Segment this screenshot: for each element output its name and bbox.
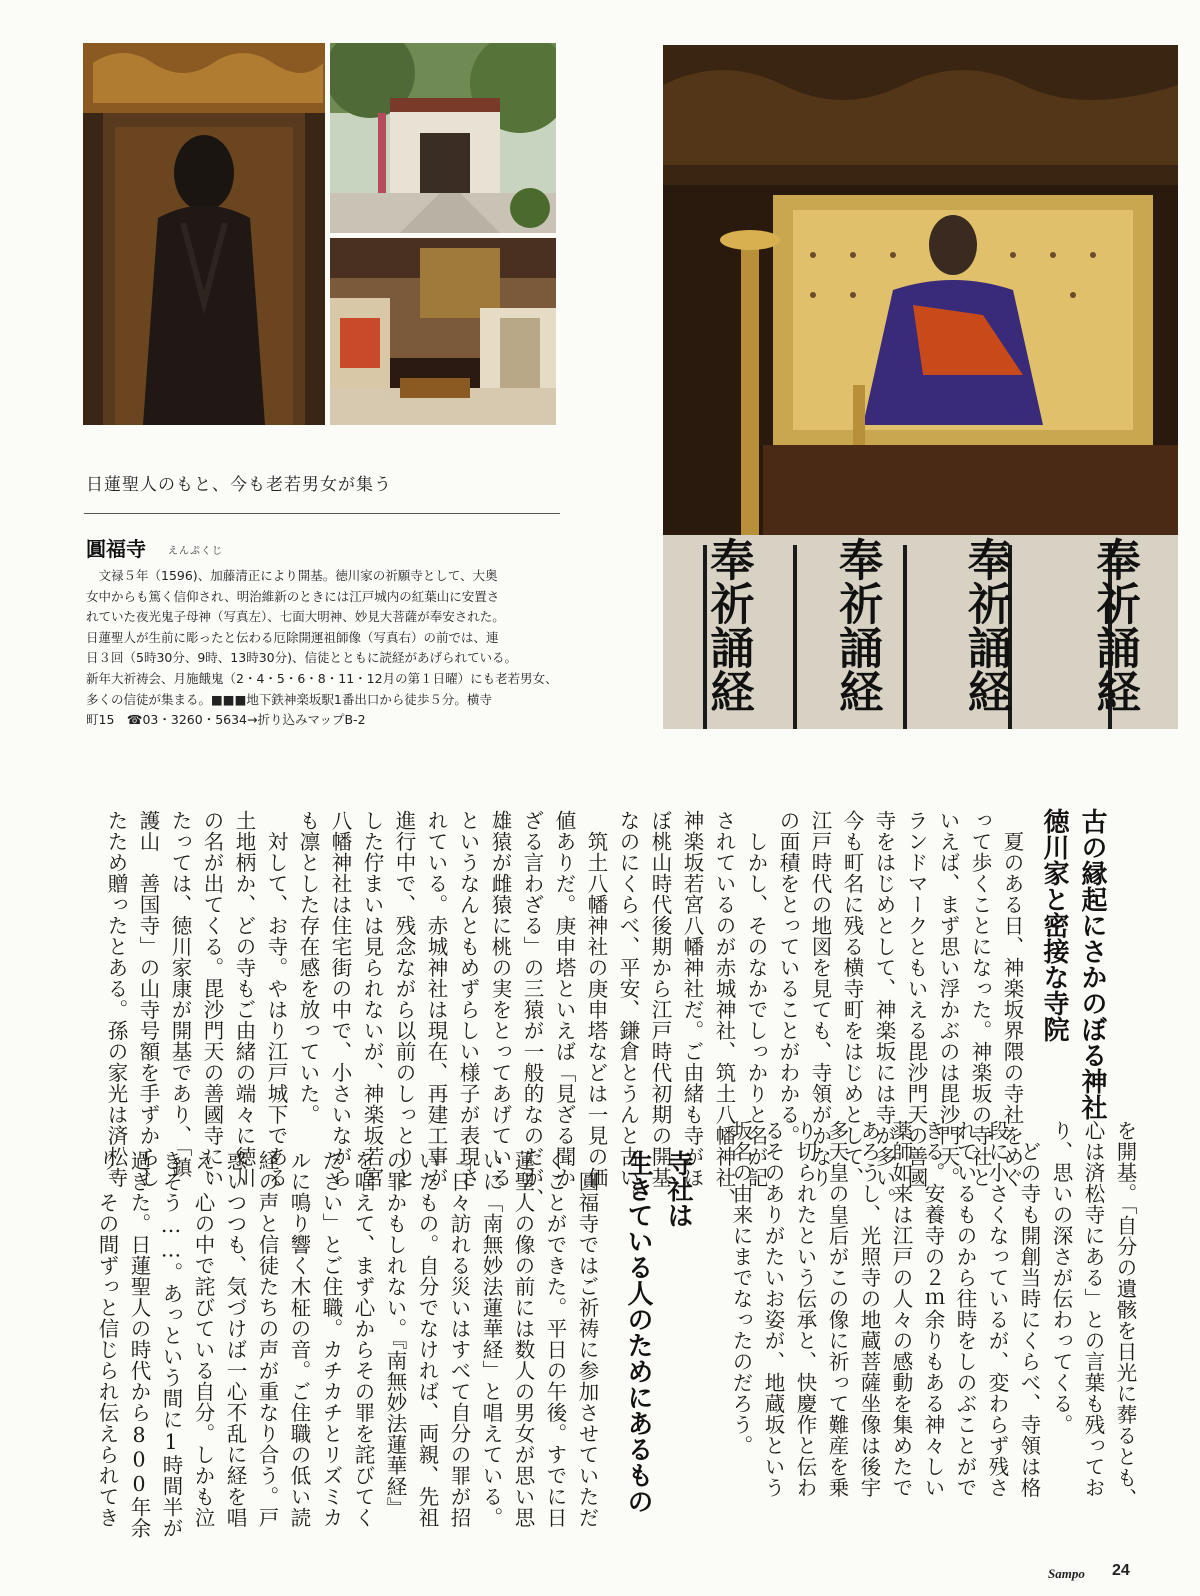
body-column: 雄猿が雌猿に桃の実をとってあげている: [488, 810, 512, 1188]
body-column: 圓福寺ではご祈祷に参加させていただ: [575, 1150, 599, 1528]
body-column: え、心の中で詫びている自分。しかも泣: [191, 1150, 215, 1528]
section2-heading-line1: 寺社は: [663, 1150, 693, 1228]
body-column: くことができた。平日の午後。すでに日: [543, 1150, 567, 1528]
sign-char: 誦: [831, 625, 883, 669]
section1-heading-line2: 徳川家と密接な寺院: [1039, 808, 1069, 1042]
body-column: 惑いつつも、気づけば一心不乱に経を唱: [223, 1150, 247, 1528]
sign-char: 誦: [1088, 625, 1140, 669]
body-column: きそう……。あっという間に1時間半が: [159, 1150, 183, 1539]
body-column: 八幡神社は住宅街の中で、小さいながら: [328, 810, 352, 1188]
temple-name: 圓福寺: [86, 537, 146, 561]
body-column: あろうし、光照寺の地蔵菩薩坐像は後宇: [857, 1120, 881, 1498]
body-column: を唱えて、まず心からその罪を詫びてく: [351, 1150, 375, 1528]
sign-text: [1090, 537, 1138, 729]
info-line: 日３回（5時30分、9時、13時30分)、信徒とともに読経があげられている。: [86, 650, 518, 666]
body-column: の面積をとっていることがわかる。: [776, 810, 800, 1146]
body-column: 薬師如来は江戸の人々の感動を集めたで: [889, 1120, 913, 1498]
body-column: 江戸時代の地図を見ても、寺領がかなり: [808, 810, 832, 1188]
body-column: 夏のある日、神楽坂界隈の寺社をめぐ: [1000, 810, 1024, 1188]
info-line: 町15 ☎03・3260・5634→折り込みマップB-2: [86, 712, 366, 728]
sign-char: 経: [1088, 669, 1140, 713]
photo-nichiren-statue: [663, 45, 1178, 729]
sign-char: 誦: [959, 625, 1011, 669]
photo-temple-exterior: [330, 43, 556, 233]
temple-reading: えんぷくじ: [168, 546, 223, 557]
body-column: いに「南無妙法蓮華経」と唱えている。: [479, 1150, 503, 1528]
body-column: り、思いの深さが伝わってくる。: [1049, 1120, 1073, 1435]
body-column: って歩くことになった。神楽坂の寺社と: [968, 810, 992, 1188]
body-column: しかし、そのなかでしっかりと名が記: [744, 810, 768, 1188]
sign-char: 経: [831, 669, 883, 713]
body-column: を開基。「自分の遺骸を日光に葬るとも、: [1113, 1120, 1137, 1509]
body-column: されているのが赤城神社、筑土八幡神社、: [712, 810, 736, 1209]
magazine-name: Sampo: [1048, 1566, 1085, 1581]
body-column: 坂名の由来にまでなったのだろう。: [729, 1120, 753, 1456]
body-column: というなんともめずらしい様子が表現さ: [456, 810, 480, 1188]
photo-temple-interior: [330, 238, 556, 425]
body-column: どの寺も開創当時にくらべ、寺領は格: [1017, 1120, 1041, 1498]
sign-char: 祈: [1088, 581, 1140, 625]
info-line: 文禄５年（1596)、加藤清正により開基。徳川家の祈願寺として、大奥: [86, 568, 498, 583]
body-column: 「日々訪れる災いはすべて自分の罪が招: [447, 1150, 471, 1528]
body-column: たため贈ったとある。孫の家光は済松寺: [104, 810, 128, 1188]
sign-texts: [663, 537, 1178, 729]
body-column: ランドマークともいえる毘沙門天の善國: [904, 810, 928, 1188]
info-line: 新年大祈祷会、月施餓鬼（2・4・5・6・8・11・12月の第１日曜）にも老若男女、: [86, 670, 558, 686]
body-column: ぼ桃山時代後期から江戸時代初期の開基: [648, 810, 672, 1188]
body-column: れているものから往時をしのぶことがで: [953, 1120, 977, 1498]
body-column: の名が出てくる。毘沙門天の善國寺にい: [200, 810, 224, 1188]
body-column: 経の声と信徒たちの声が重なり合う。戸: [255, 1150, 279, 1528]
info-line: れていた夜光鬼子母神（写真左）、七面大明神、妙見大菩薩が奉安された。: [86, 609, 505, 625]
body-column: 進行中で、残念ながら以前のしっとりと: [392, 810, 416, 1188]
body-column: 神楽坂若宮八幡神社だ。ご由緒も寺がほ: [680, 810, 704, 1188]
sign-char: 奉: [831, 537, 883, 581]
body-column: の罪かもしれない。『南無妙法蓮華経』: [383, 1150, 407, 1518]
info-line: 多くの信徒が集まる。■■■地下鉄神楽坂駅1番出口から徒歩５分。横寺: [86, 691, 492, 707]
sign-char: 奉: [702, 537, 754, 581]
caption-divider: [84, 513, 560, 514]
sign-text: [702, 537, 754, 729]
body-column: いたもの。自分でなければ、両親、先祖: [415, 1150, 439, 1528]
body-column: 段に小さくなっているが、変わらず残さ: [985, 1120, 1009, 1498]
body-column: した佇まいは見られないが、神楽坂若宮: [360, 810, 384, 1188]
body-column: り。その間ずっと信じられ伝えられてき: [95, 1150, 119, 1528]
sign-text: [961, 537, 1009, 729]
sign-text: [831, 537, 883, 729]
body-column: るそのありがたいお姿が、地蔵坂という: [761, 1120, 785, 1498]
body-column: 多天皇の皇后がこの像に祈って難産を乗: [825, 1120, 849, 1498]
sign-char: 経: [959, 669, 1011, 713]
body-column: れている。赤城神社は現在、再建工事が: [424, 810, 448, 1188]
body-column: ださい」とご住職。カチカチとリズミカ: [319, 1150, 343, 1528]
sign-char: 祈: [959, 581, 1011, 625]
body-column: ざる言わざる」の三猿が一般的なのだが、: [520, 810, 544, 1209]
sign-char: 経: [702, 669, 754, 713]
body-column: 過ぎた。日蓮聖人の時代から800年余: [127, 1150, 151, 1539]
body-column: なのにくらべ、平安、鎌倉とうんと古い。: [616, 810, 640, 1209]
body-column: 蓮聖人の像の前には数人の男女が思い思: [511, 1150, 535, 1528]
info-line: 女中からも篤く信仰され、明治維新のときには江戸城内の紅葉山に安置さ: [86, 588, 500, 604]
body-column: も凛とした存在感を放っていた。: [296, 810, 320, 1125]
section2-heading-line2: 生きている人のためにあるもの: [623, 1150, 653, 1514]
temple-info: [86, 566, 562, 731]
info-line: 日蓮聖人が生前に彫ったと伝わる厄除開運祖師像（写真右）の前では、連: [86, 629, 499, 645]
page-number: 24: [1112, 1562, 1130, 1579]
body-column: 土地柄か、どの寺もご由緒の端々に徳川: [232, 810, 256, 1188]
section1-heading-line1: 古の縁起にさかのぼる神社: [1077, 808, 1107, 1120]
body-column: 今も町名に残る横寺町をはじめとして、: [840, 810, 864, 1188]
body-column: たっては、徳川家康が開基であり、「鎮: [168, 810, 192, 1178]
sign-char: 祈: [702, 581, 754, 625]
body-column: きる。安養寺の２ｍ余りもある神々しい: [921, 1120, 945, 1498]
photo-kishimojin-statue: [83, 43, 325, 425]
body-column: いえば、まず思い浮かぶのは毘沙門天。: [936, 810, 960, 1188]
body-column: 対して、お寺。やはり江戸城下である: [264, 810, 288, 1188]
body-column: ルに鳴り響く木柾の音。ご住職の低い読: [287, 1150, 311, 1528]
caption-title: 日蓮聖人のもと、今も老若男女が集う: [86, 475, 392, 495]
sign-char: 奉: [959, 537, 1011, 581]
sign-char: 奉: [1088, 537, 1140, 581]
body-column: 護山 善国寺」の山寺号額を手ずからし: [136, 810, 160, 1188]
sign-char: 誦: [702, 625, 754, 669]
sign-char: 祈: [831, 581, 883, 625]
body-column: 値ありだ。庚申塔といえば「見ざる聞か: [552, 810, 576, 1188]
body-column: り切られたという伝承と、快慶作と伝わ: [793, 1120, 817, 1498]
body-column: 筑土八幡神社の庚申塔などは一見の価: [584, 810, 608, 1188]
body-column: 心は済松寺にある」との言葉も残ってお: [1081, 1120, 1105, 1498]
body-column: 寺をはじめとして、神楽坂には寺が多い。: [872, 810, 896, 1209]
